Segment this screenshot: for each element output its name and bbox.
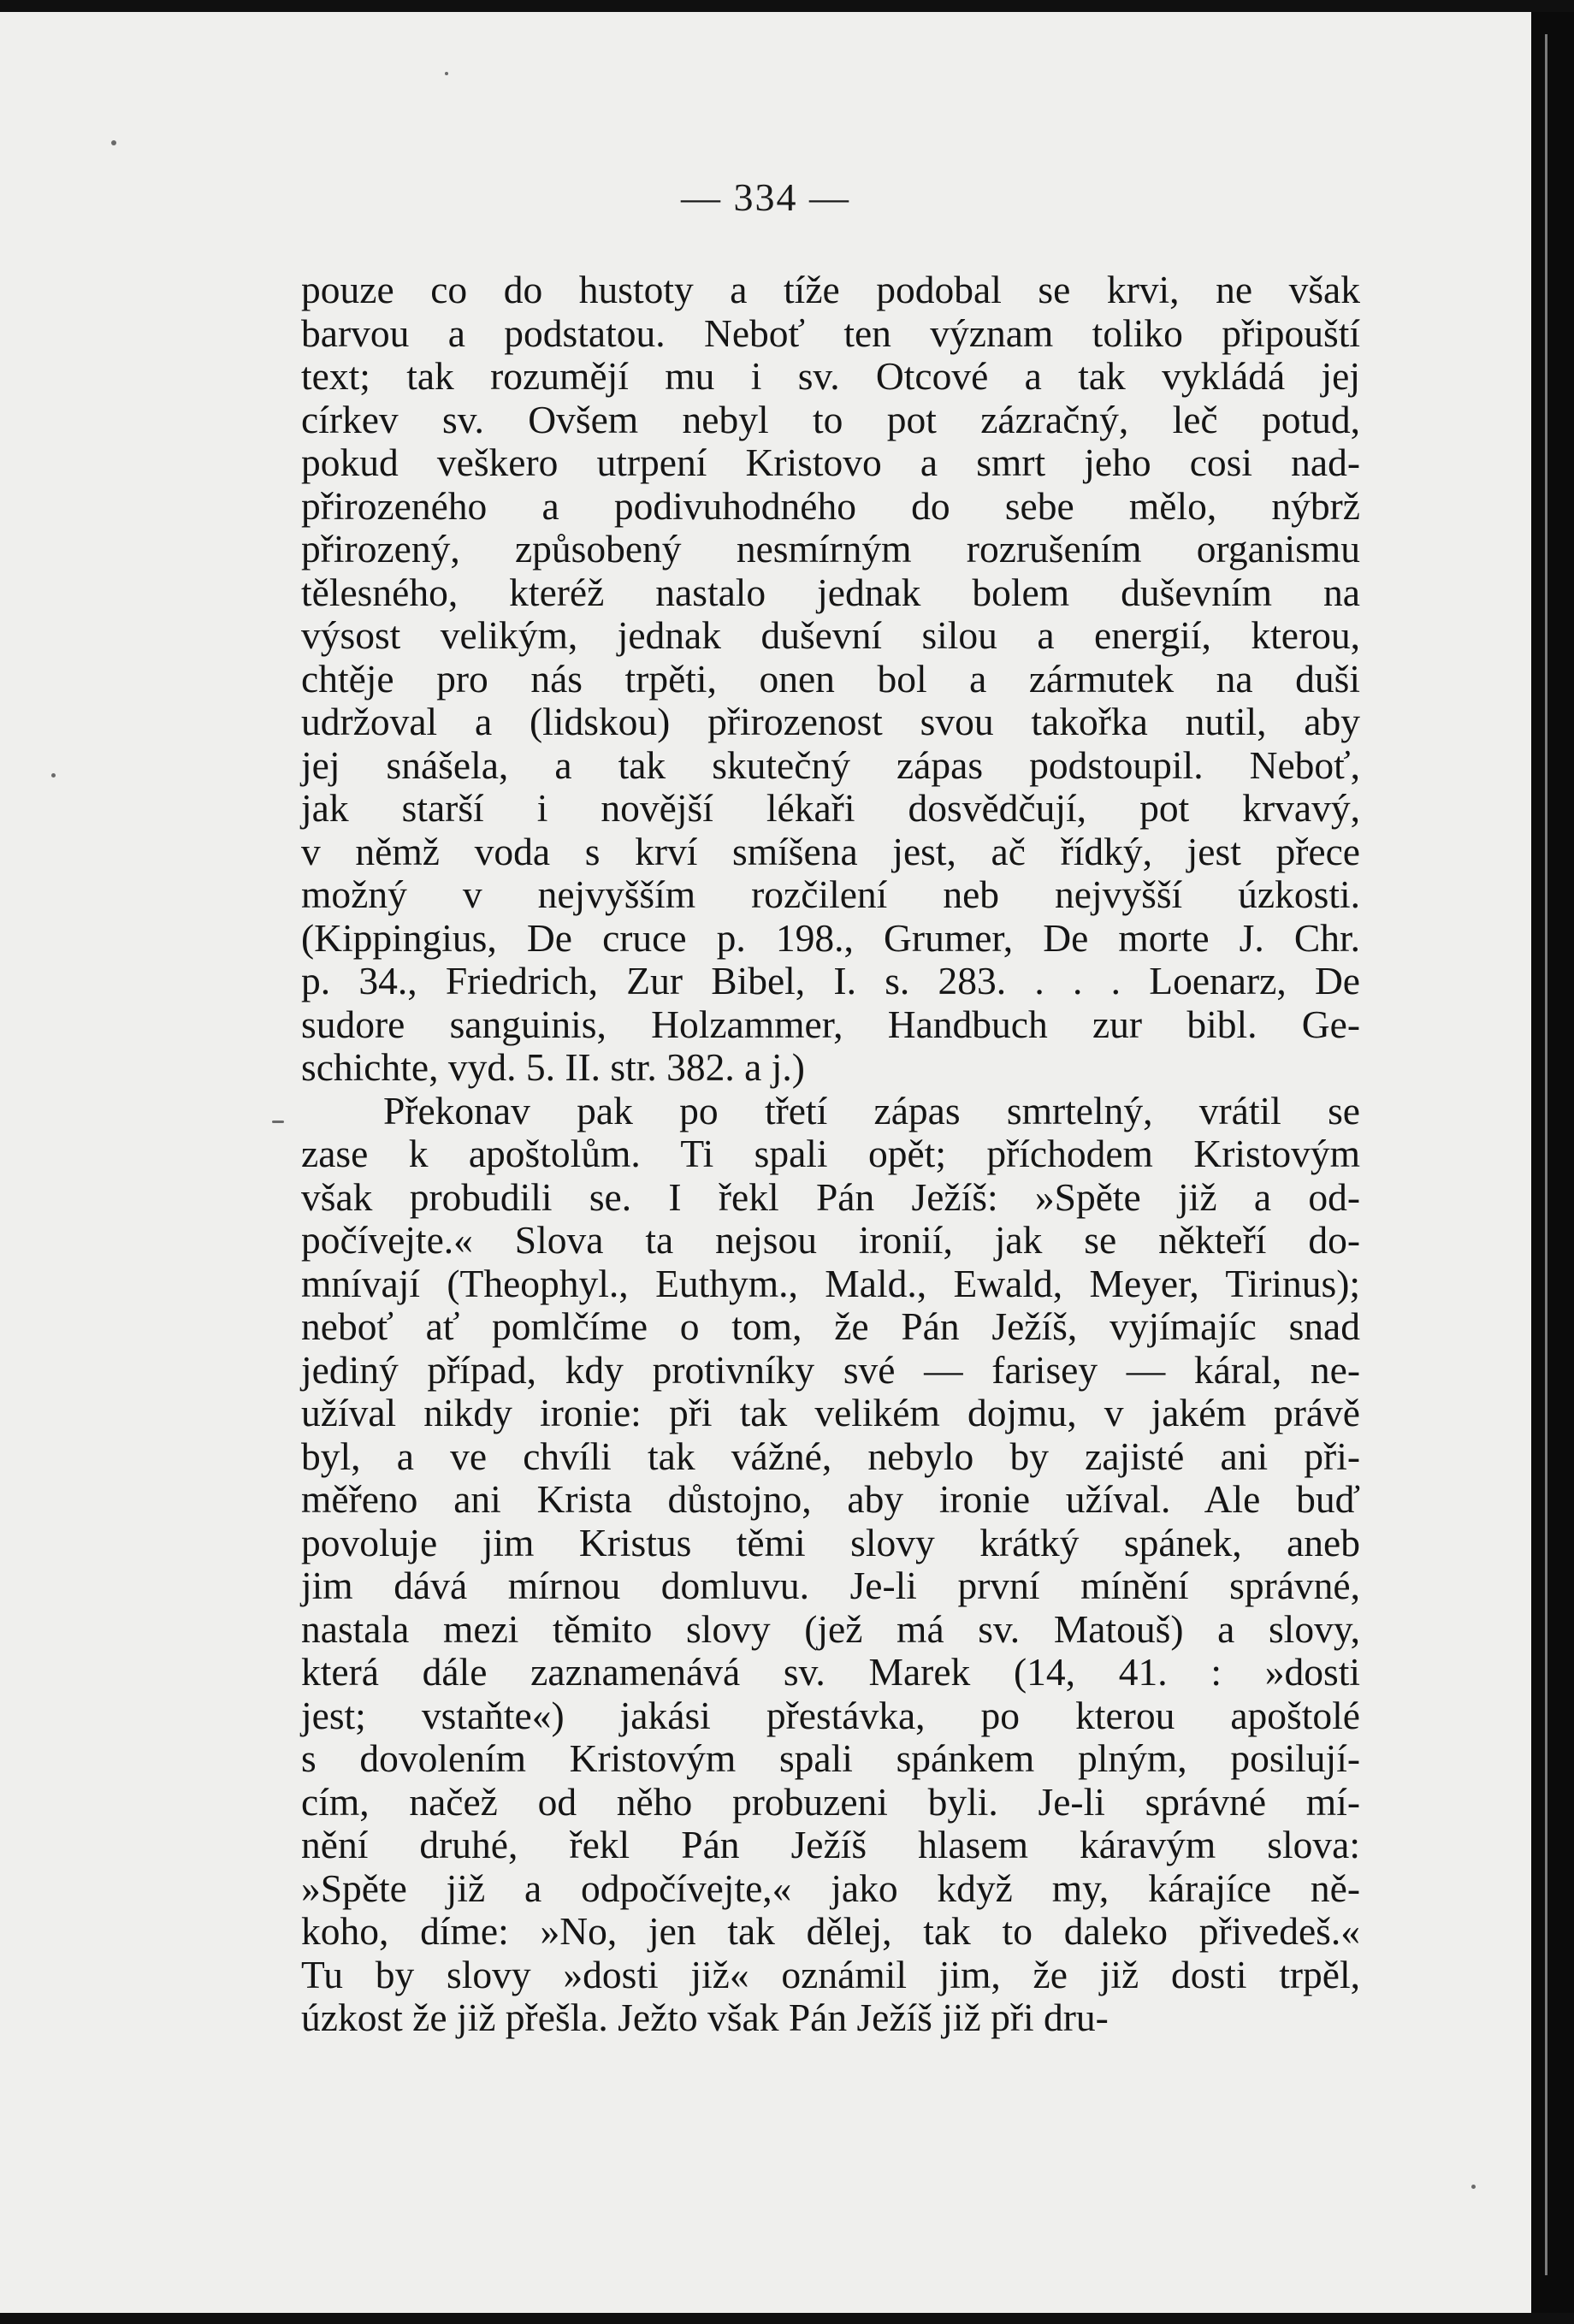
paper-speck bbox=[1471, 2185, 1476, 2189]
paper-speck bbox=[445, 72, 448, 75]
text-line: neboť ať pomlčíme o tom, že Pán Ježíš, vyjímajíc snad bbox=[301, 1304, 1360, 1348]
paper-speck bbox=[51, 773, 56, 778]
text-line: měřeno ani Krista důstojno, aby ironie užíval. Ale buď bbox=[301, 1477, 1360, 1521]
text-line: v němž voda s krví smíšena jest, ač řídký, jest přece bbox=[301, 829, 1360, 873]
text-line: jej snášela, a tak skutečný zápas podstoupil. Neboť, bbox=[301, 742, 1360, 787]
text-line: jediný případ, kdy protivníky své — farisey — káral, ne- bbox=[301, 1347, 1360, 1392]
text-line: cím, načež od něho probuzeni byli. Je-li správné mí- bbox=[301, 1779, 1360, 1824]
text-line: přirozený, způsobený nesmírným rozrušením organismu bbox=[301, 527, 1360, 571]
page-number: — 334 — bbox=[681, 175, 850, 219]
text-line: zase k apoštolům. Ti spali opět; příchodem Kristovým bbox=[301, 1132, 1360, 1175]
text-line: úzkost že již přešla. Ježto však Pán Ježíš již při dru- bbox=[301, 1996, 1109, 2039]
body-text bbox=[301, 269, 1360, 2040]
text-line: p. 34., Friedrich, Zur Bibel, I. s. 283. . . . Loenarz, De bbox=[301, 959, 1360, 1002]
text-line: mnívají (Theophyl., Euthym., Mald., Ewald, Meyer, Tirinus); bbox=[301, 1261, 1360, 1305]
text-line: jim dává mírnou domluvu. Je-li první mínění správné, bbox=[301, 1564, 1360, 1607]
paper-speck bbox=[272, 1121, 284, 1123]
text-line: nění druhé, řekl Pán Ježíš hlasem káravým slova: bbox=[301, 1823, 1360, 1866]
text-line: počívejte.« Slova ta nejsou ironií, jak se někteří do- bbox=[301, 1218, 1360, 1262]
text-line: byl, a ve chvíli tak vážné, nebylo by zajisté ani při- bbox=[301, 1434, 1360, 1478]
text-line: (Kippingius, De cruce p. 198., Grumer, De morte J. Chr. bbox=[301, 915, 1360, 960]
text-line: »Spěte již a odpočívejte,« jako když my, kárajíce ně- bbox=[301, 1866, 1360, 1910]
text-line: která dále zaznamenává sv. Marek (14, 41. : »dosti bbox=[301, 1650, 1360, 1694]
text-line: tělesného, kteréž nastalo jednak bolem duševním na bbox=[301, 570, 1360, 614]
text-line: užíval nikdy ironie: při tak velikém dojmu, v jakém právě bbox=[301, 1391, 1360, 1434]
text-line: schichte, vyd. 5. II. str. 382. a j.) bbox=[301, 1045, 805, 1089]
text-line: chtěje pro nás trpěti, onen bol a zármutek na duši bbox=[301, 656, 1360, 701]
paper-speck bbox=[111, 140, 116, 145]
page-edge-line bbox=[1545, 34, 1547, 2275]
page-edge-shadow bbox=[1531, 12, 1574, 2313]
paragraph-start-line: Překonav pak po třetí zápas smrtelný, vrátil se bbox=[383, 1088, 1360, 1132]
text-line: Tu by slovy »dosti již« oznámil jim, že již dosti trpěl, bbox=[301, 1952, 1360, 1996]
text-line: povoluje jim Kristus těmi slovy krátký spánek, aneb bbox=[301, 1520, 1360, 1564]
text-line: církev sv. Ovšem nebyl to pot zázračný, leč potud, bbox=[301, 397, 1360, 441]
text-line: pokud veškero utrpení Kristovo a smrt jeho cosi nad- bbox=[301, 441, 1360, 484]
text-line: nastala mezi těmito slovy (jež má sv. Matouš) a slovy, bbox=[301, 1606, 1360, 1651]
text-line: text; tak rozumějí mu i sv. Otcové a tak vykládá jej bbox=[301, 354, 1360, 398]
text-line: jest; vstaňte«) jakási přestávka, po kterou apoštolé bbox=[301, 1693, 1360, 1737]
text-line: pouze co do hustoty a tíže podobal se krvi, ne však bbox=[301, 268, 1360, 311]
text-line: možný v nejvyšším rozčilení neb nejvyšší úzkosti. bbox=[301, 872, 1360, 916]
text-line: udržoval a (lidskou) přirozenost svou takořka nutil, aby bbox=[301, 700, 1360, 743]
text-line: koho, díme: »No, jen tak dělej, tak to daleko přivedeš.« bbox=[301, 1909, 1360, 1953]
text-line: sudore sanguinis, Holzammer, Handbuch zur bibl. Ge- bbox=[301, 1002, 1360, 1046]
text-line: s dovolením Kristovým spali spánkem plným, posilují- bbox=[301, 1736, 1360, 1780]
book-page bbox=[0, 12, 1531, 2313]
text-line: jak starší i novější lékaři dosvědčují, pot krvavý, bbox=[301, 786, 1360, 830]
text-line: barvou a podstatou. Neboť ten význam toliko připouští bbox=[301, 310, 1360, 355]
text-line: výsost velikým, jednak duševní silou a energií, kterou, bbox=[301, 613, 1360, 657]
text-line: však probudili se. I řekl Pán Ježíš: »Spěte již a od- bbox=[301, 1174, 1360, 1219]
text-line: přirozeného a podivuhodného do sebe mělo, nýbrž bbox=[301, 483, 1360, 528]
